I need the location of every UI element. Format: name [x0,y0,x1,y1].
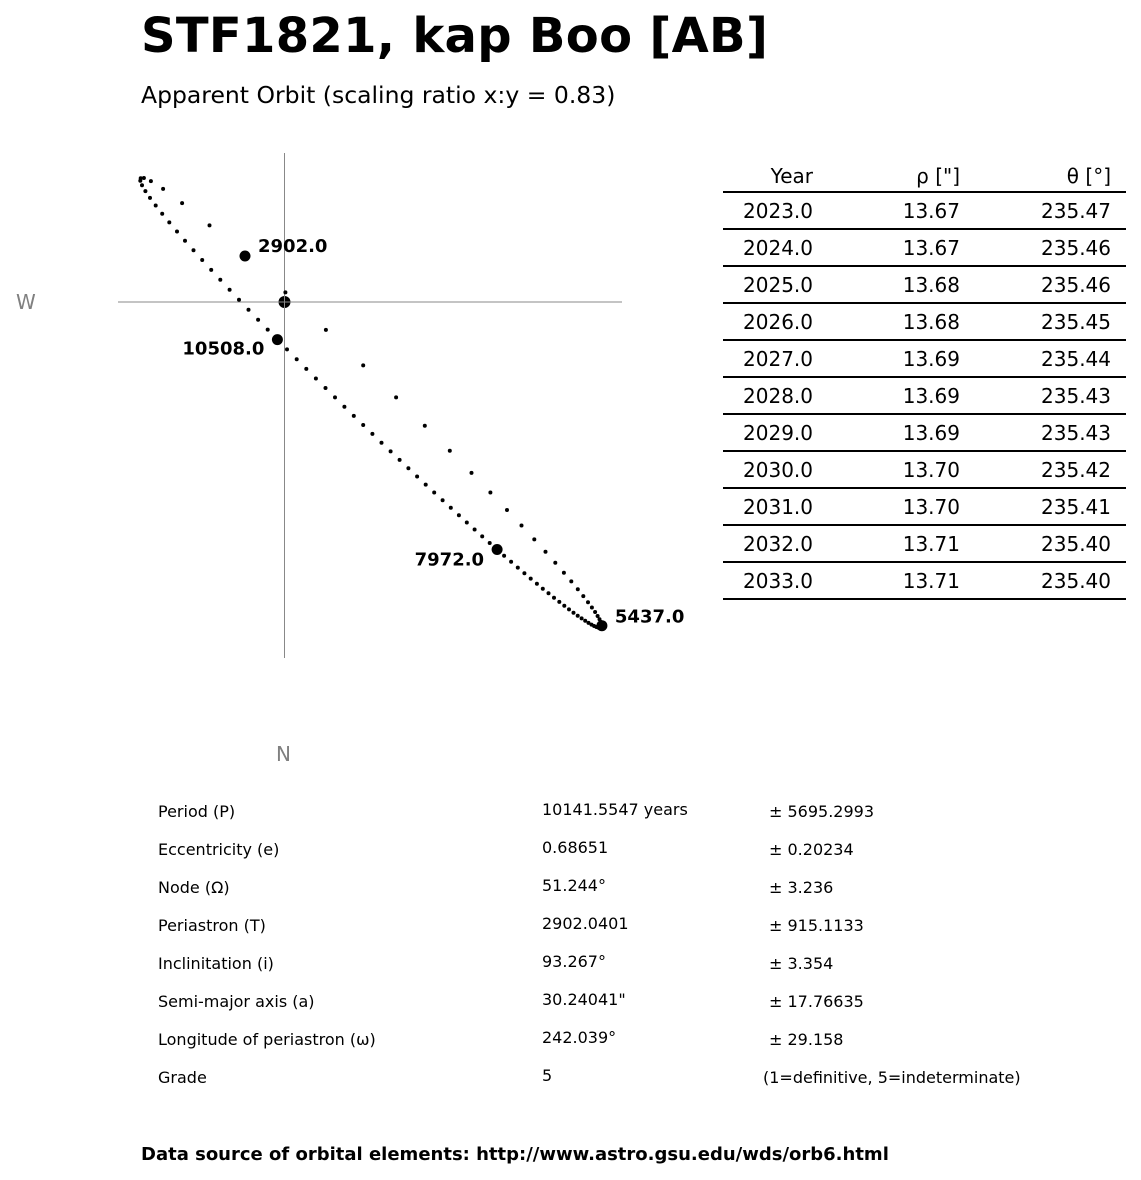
orbit-point [266,328,270,332]
theta-cell: 235.41 [1041,495,1111,519]
element-label: Periastron (T) [158,916,266,935]
ephemeris-row [723,489,1126,526]
element-label: Period (P) [158,802,236,821]
element-value: 30.24041" [542,990,626,1009]
page-title: STF1821, kap Boo [AB] [141,8,769,64]
orbit-point [509,560,513,564]
orbit-point [175,230,179,234]
orbit-point [380,441,384,445]
epoch-marker [596,620,607,631]
rho-cell: 13.71 [902,569,960,593]
theta-cell: 235.44 [1041,347,1111,371]
orbit-point [218,278,222,282]
rho-cell: 13.68 [902,310,960,334]
orbit-point [522,571,526,575]
orbit-point [580,616,584,620]
orbit-point [593,610,597,614]
ephemeris-row [723,415,1126,452]
page-subtitle: Apparent Orbit (scaling ratio x:y = 0.83) [141,81,616,109]
epoch-marker [492,544,503,555]
ephemeris-row [723,341,1126,378]
element-label: Longitude of periastron (ω) [158,1030,376,1049]
data-source-footer: Data source of orbital elements: http://www.astro.gsu.edu/wds/orb6.html [141,1144,889,1165]
theta-cell: 235.45 [1041,310,1111,334]
orbit-points [138,176,604,630]
orbit-point [361,423,365,427]
orbit-point [148,196,152,200]
orbit-point [183,239,187,243]
orbit-point [480,534,484,538]
orbit-point [256,318,260,322]
column-header-year: Year [770,164,813,188]
epoch-markers [182,236,684,631]
orbit-point [333,395,337,399]
rho-cell: 13.71 [902,532,960,556]
ephemeris-header-row [723,158,1126,193]
element-label: Eccentricity (e) [158,840,280,859]
element-error: ± 0.20234 [769,840,854,859]
element-error: ± 29.158 [769,1030,844,1049]
year-cell: 2033.0 [743,569,813,593]
rho-cell: 13.68 [902,273,960,297]
orbit-point [441,498,445,502]
theta-cell: 235.40 [1041,569,1111,593]
element-label: Semi-major axis (a) [158,992,315,1011]
compass-west-label: W [16,290,36,314]
element-row [158,952,1058,990]
element-row [158,990,1058,1028]
theta-cell: 235.46 [1041,236,1111,260]
element-error: ± 915.1133 [769,916,864,935]
element-value: 2902.0401 [542,914,629,933]
year-cell: 2023.0 [743,199,813,223]
orbit-point [532,537,536,541]
element-error: ± 3.354 [769,954,834,973]
orbit-point [583,619,587,623]
orbit-point [394,395,398,399]
ephemeris-row [723,267,1126,304]
element-value: 10141.5547 years [542,800,688,819]
orbit-point [502,554,506,558]
element-value: 5 [542,1066,553,1085]
element-value: 0.68651 [542,838,609,857]
rho-cell: 13.70 [902,458,960,482]
theta-cell: 235.42 [1041,458,1111,482]
orbit-point [541,587,545,591]
orbit-point [567,607,571,611]
orbit-point [572,611,576,615]
orbit-point [200,258,204,262]
orbit-point [473,528,477,532]
orbit-point [520,524,524,528]
element-value: 242.039° [542,1028,617,1047]
element-row [158,1028,1058,1066]
year-cell: 2029.0 [743,421,813,445]
orbit-point [562,604,566,608]
orbit-point [208,223,212,227]
element-value: 93.267° [542,952,606,971]
orbit-point [149,179,153,183]
orbit-point [314,377,318,381]
element-error: ± 3.236 [769,878,834,897]
element-row [158,838,1058,876]
orbit-point [342,405,346,409]
rho-cell: 13.70 [902,495,960,519]
element-row [158,876,1058,914]
orbit-point [576,614,580,618]
orbit-point [424,483,428,487]
element-value: 51.244° [542,876,606,895]
theta-cell: 235.47 [1041,199,1111,223]
year-cell: 2026.0 [743,310,813,334]
orbit-point [237,298,241,302]
orbit-point [547,591,551,595]
orbit-point [569,579,573,583]
orbit-point [180,201,184,205]
orbit-point [154,204,158,208]
theta-cell: 235.43 [1041,421,1111,445]
epoch-marker [272,334,283,345]
orbit-point [161,187,165,191]
ephemeris-row [723,452,1126,489]
orbit-point [370,432,374,436]
rho-cell: 13.67 [902,236,960,260]
element-error: ± 17.76635 [769,992,864,1011]
orbit-point [449,506,453,510]
orbit-point [488,491,492,495]
orbit-point [324,386,328,390]
orbit-point [209,268,213,272]
year-cell: 2024.0 [743,236,813,260]
theta-cell: 235.46 [1041,273,1111,297]
orbit-point [167,220,171,224]
year-cell: 2028.0 [743,384,813,408]
rho-cell: 13.69 [902,384,960,408]
orbit-point [505,508,509,512]
element-error: ± 5695.2993 [769,802,875,821]
ephemeris-table [723,158,1126,600]
theta-cell: 235.40 [1041,532,1111,556]
orbit-point [142,176,146,180]
orbit-point [283,290,287,294]
orbit-point [247,308,251,312]
orbit-point [544,550,548,554]
orbit-point [448,449,452,453]
orbit-point [557,600,561,604]
ephemeris-body [723,193,1126,600]
orbit-chart [0,140,700,780]
orbit-point [285,347,289,351]
epoch-label: 2902.0 [258,236,328,257]
year-cell: 2030.0 [743,458,813,482]
ephemeris-row [723,230,1126,267]
orbit-point [432,491,436,495]
orbit-point [406,466,410,470]
orbit-point [324,328,328,332]
element-label: Node (Ω) [158,878,230,897]
epoch-label: 10508.0 [182,338,265,360]
orbit-point [304,367,308,371]
orbit-point [192,248,196,252]
epoch-marker [240,251,251,262]
element-label: Grade [158,1068,207,1087]
rho-cell: 13.67 [902,199,960,223]
orbit-point [590,606,594,610]
ephemeris-row [723,304,1126,341]
orbit-point [389,449,393,453]
orbit-point [295,357,299,361]
element-row [158,1066,1058,1104]
orbit-point [423,424,427,428]
orbit-point [143,189,147,193]
theta-cell: 235.43 [1041,384,1111,408]
orbit-point [586,600,590,604]
orbit-point [228,288,232,292]
rho-cell: 13.69 [902,347,960,371]
orbit-point [535,582,539,586]
ephemeris-row [723,378,1126,415]
orbit-point [553,561,557,565]
orbit-point [352,414,356,418]
orbit-point [465,521,469,525]
year-cell: 2027.0 [743,347,813,371]
element-row [158,914,1058,952]
orbit-point [516,566,520,570]
element-row [158,800,1058,838]
orbit-point [581,594,585,598]
orbit-point [562,571,566,575]
column-header-theta: θ [°] [1066,164,1111,188]
orbital-elements [158,800,1058,1104]
element-error: (1=definitive, 5=indeterminate) [763,1068,1021,1087]
orbit-point [470,471,474,475]
orbit-point [398,458,402,462]
ephemeris-row [723,563,1126,600]
ephemeris-row [723,526,1126,563]
year-cell: 2032.0 [743,532,813,556]
orbit-point [160,212,164,216]
ephemeris-row [723,193,1126,230]
year-cell: 2031.0 [743,495,813,519]
orbit-point [529,577,533,581]
compass-north-label: N [276,742,291,766]
orbit-point [576,587,580,591]
epoch-label: 7972.0 [414,549,485,571]
orbit-point [488,541,492,545]
orbit-point [140,183,144,187]
rho-cell: 13.69 [902,421,960,445]
orbit-point [552,596,556,600]
element-label: Inclinitation (i) [158,954,274,973]
orbit-point [415,475,419,479]
orbit-point [457,513,461,517]
orbit-point [587,621,591,625]
orbit-point [361,363,365,367]
column-header-rho: ρ ["] [916,164,960,188]
year-cell: 2025.0 [743,273,813,297]
epoch-label: 5437.0 [614,606,685,628]
